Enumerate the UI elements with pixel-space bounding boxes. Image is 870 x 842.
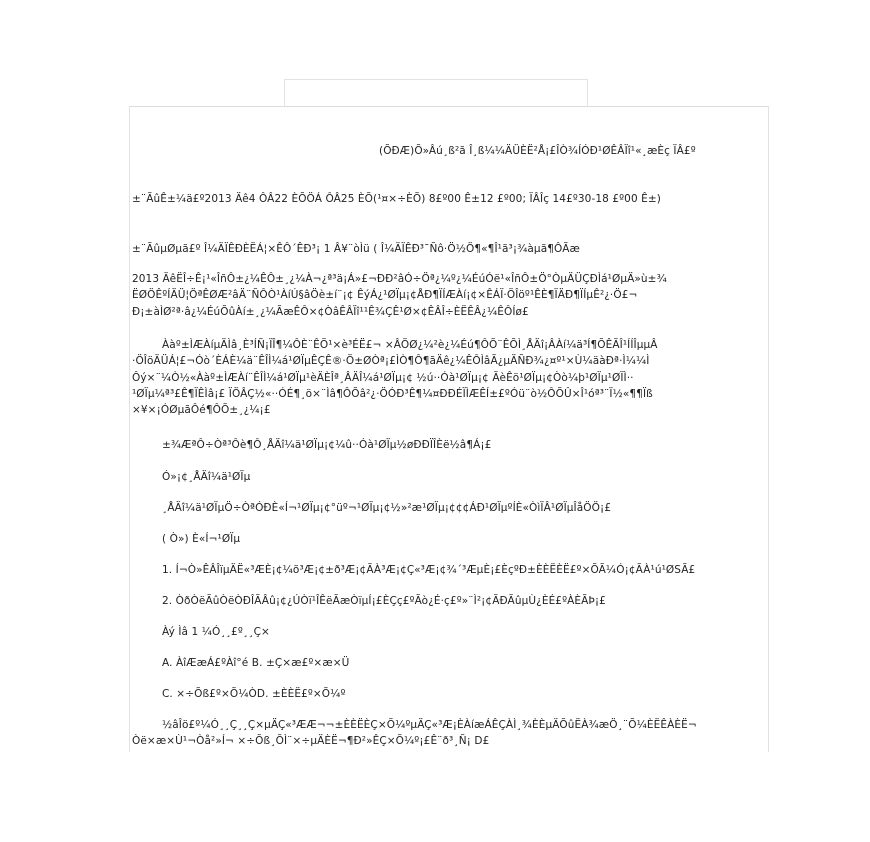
- doc-title: (ÕÐÆ)Õ»Âú¸ß²ã Î¸ß¼¼ÄÜÈË²Å¡£ÎÒ¾ÍÓÐ¹ØÊÂÏî¹«¸æÈç ÏÂ£º: [379, 145, 696, 157]
- item-6: 2. ÒðÒëÃûÒëÒÐÎÃÂû¡¢¿ÚÒï¹ÎÊëÃæÒïµÍ¡£ÈÇç£ºÃò¿É·ç£º»¨Ì²¡¢ÃÐÃûµÙ¿ÈÉ£ºÀÈÃÞ¡£: [162, 595, 606, 607]
- question-line: Àý Ìâ 1 ¼Ó¸¸£º¸¸Ç×: [162, 626, 270, 638]
- item-2: Ó»¡¢¸ÅÄî¼ä¹ØÏµ: [162, 471, 251, 483]
- header-box: [284, 79, 588, 107]
- item-4: ( Ò») È«Í¬¹ØÏµ: [162, 533, 241, 545]
- options-ab: A. ÀîÆæÁ£ºÀî°é B. ±Ç×æ£º×æ×Ü: [162, 657, 350, 669]
- text-line: ½âÎö£º¼Ó¸¸Ç¸¸Ç×µÄÇ«³ÆÆ¬¬±ÈÈËÈÇ×Õ¼ºµÄÇ«³Æ¡ÈÀíæÁÊÇÀÌ¸¾ÈÈµÄÕûËÀ¾æÖ¸¨Õ¼ÈËÊÀÈË¬: [162, 719, 697, 731]
- date-line: ±¨ÃûÊ±¼ä£º2013 Äê4 ÔÂ22 ÈÕÖÁ ÔÂ25 ÈÕ(¹¤×÷ÈÕ) 8£º00 Ê±12 £º00; ÏÂÎç 14£º30-18 £º00 Ê±): [132, 193, 662, 205]
- text-line: ¹ØÏµ¼ª³£Ê¶ÏÊÌâ¡£ ÏÖÂÇ½«··ÓÉ¶¸ö×¨Ìâ¶ÔÕâ²¿·ÖÓÐ³Ê¶¼¤ÐÐÉÏÌÆÊÍ±£ºÓü¨ò½ÔÕÛ×Î¹óª³¨Ï½«¶¶Ïß: [132, 387, 653, 400]
- explanation-paragraph: [132, 717, 697, 750]
- text-line: Ôý×¨¼Ò½«Ààº±ÌÆÀí¨ÊÎÌ¼á¹ØÏµ¹èÄÈÎª¸ÂÄÎ¼á¹ØÏµ¡¢ ½ú··Óà¹ØÏµ¡¢ ÃèÊö¹ØÏµ¡¢Òò¼þ¹ØÏµ¹ØÏÌ··: [132, 371, 634, 384]
- text-line: 2013 ÄêËÎ÷Ê¡¹«ÎñÔ±¿¼ÊÔ±¸¿¼À¬¿ª³ä¡Á»£¬ÐÐ²âÓ÷Öª¿¼º¿¼ÉúÓë¹«ÎñÔ±Ö°ÒµÄÜÇÐÌá¹ØµÄ»ù±¾: [132, 273, 667, 285]
- document-page: [129, 106, 769, 752]
- text-line: Ààº±ÌÆÀíµÄÌâ¸È³ÍÑ¡ÏÎ¶¼ÔÈ¨ÊÕ¹×è³ÉË£¬ ×ÂÖØ¿¼²è¿¼Éú¶ÔÕ¨ÊÕÌ¸ÅÄî¡ÂÀí¼ä³Í¶ÕÊÃÎ¹ÍÍÎµµÂ: [162, 339, 658, 351]
- location-line: ±¨ÃûµØµã£º Î¼ÄÏÊÐÈËÁ¦×ÊÔ´ÊÐ³¡ 1 Â¥¨òÌü ( Î¼ÄÏÊÐ³¯Ñô·Ö½Ö¶«¶Î¹ã³¡¾àµã¶ÔÃæ: [132, 243, 580, 255]
- text-line: Òë×æ×Ù¹¬Òå²»Í¬ ×÷Õß¸ÕÌ¨×÷µÄÈË¬¶Ð²»ÊÇ×Õ¼º¡£Ê¨ð³¸Ñ¡ D£: [132, 735, 490, 748]
- text-line: ·ÖÎöÄÜÁ¦£¬Óò´ÈÁÈ¼ä¨ÊÎÌ¼á¹ØÏµÊÇÊ®·Ö±ØÒª¡£ÌÒ¶Ô¶ãÄê¿¼ÊÔÌâÃ¿µÄÑÐ¾¿¤º¹×Ù¼äàÐª·Ì¼¼Ì: [132, 355, 650, 368]
- item-1: ±¾ÆªÔ÷Òª³Ôè¶Ô¸ÅÄî¼ä¹ØÏµ¡¢¼û··Óà¹ØÏµ½øÐÐÏÎÈë½â¶Á¡£: [162, 439, 492, 451]
- intro-paragraph: [132, 271, 667, 320]
- title-line-1: [379, 143, 725, 159]
- item-5: 1. Í¬Ò»ÊÂÎïµÄË«³ÆÈ¡¢¼õ³Æ¡¢±ð³Æ¡¢ÃÀ³Æ¡¢Ç«³Æ¡¢¾´³ÆµÈ¡£ÈçºÐ±ÈÈËÈË£º×ÕÃ¼Ó¡¢ÃÀ¹ú¹ØSÃ£: [162, 564, 696, 576]
- item-3: ¸ÅÄî¼ä¹ØÏµÖ÷ÒªÓÐÈ«Í¬¹ØÏµ¡¢°üº¬¹ØÏµ¡¢½»²æ¹ØÏµ¡¢¢¢ÁÐ¹ØÏµºÍÈ«ÒìÏÂ¹ØÏµÎåÖÖ¡£: [162, 502, 612, 514]
- options-cd: C. ×÷Õß£º×Õ¼ÒD. ±ÈÈË£º×Õ¼º: [162, 688, 346, 700]
- text-line: ËØÖÊºÍÄÜ¦ÖªÊØÆ²âÄ¨ÑÔÒ¹ÀíÚ§âÖè±í¨¡¢ ÊýÁ¿¹ØÏµ¡¢ÅÐ¶ÏÍÆÀí¡¢×ÊÁÏ·ÖÎöº¹ÊÈ¶ÏÄÐ¶ÏÍµÊ²¿·Ö£¬: [132, 289, 638, 302]
- text-line: Ð¡±àÌØ²ª·â¿¼ÉúÕûÀí±¸¿¼ÃæÊÔ×¢ÒâÊÂÏî¹¹Ê¾ÇÊ¹Ø×¢ÊÂÎ÷ÈËÊÂ¿¼ÊÔÍø£: [132, 305, 529, 318]
- body-paragraph: [132, 337, 658, 418]
- text-line: ×¥×¡ÓØµãÔé¶ÔÕ±¸¿¼¡£: [132, 404, 271, 417]
